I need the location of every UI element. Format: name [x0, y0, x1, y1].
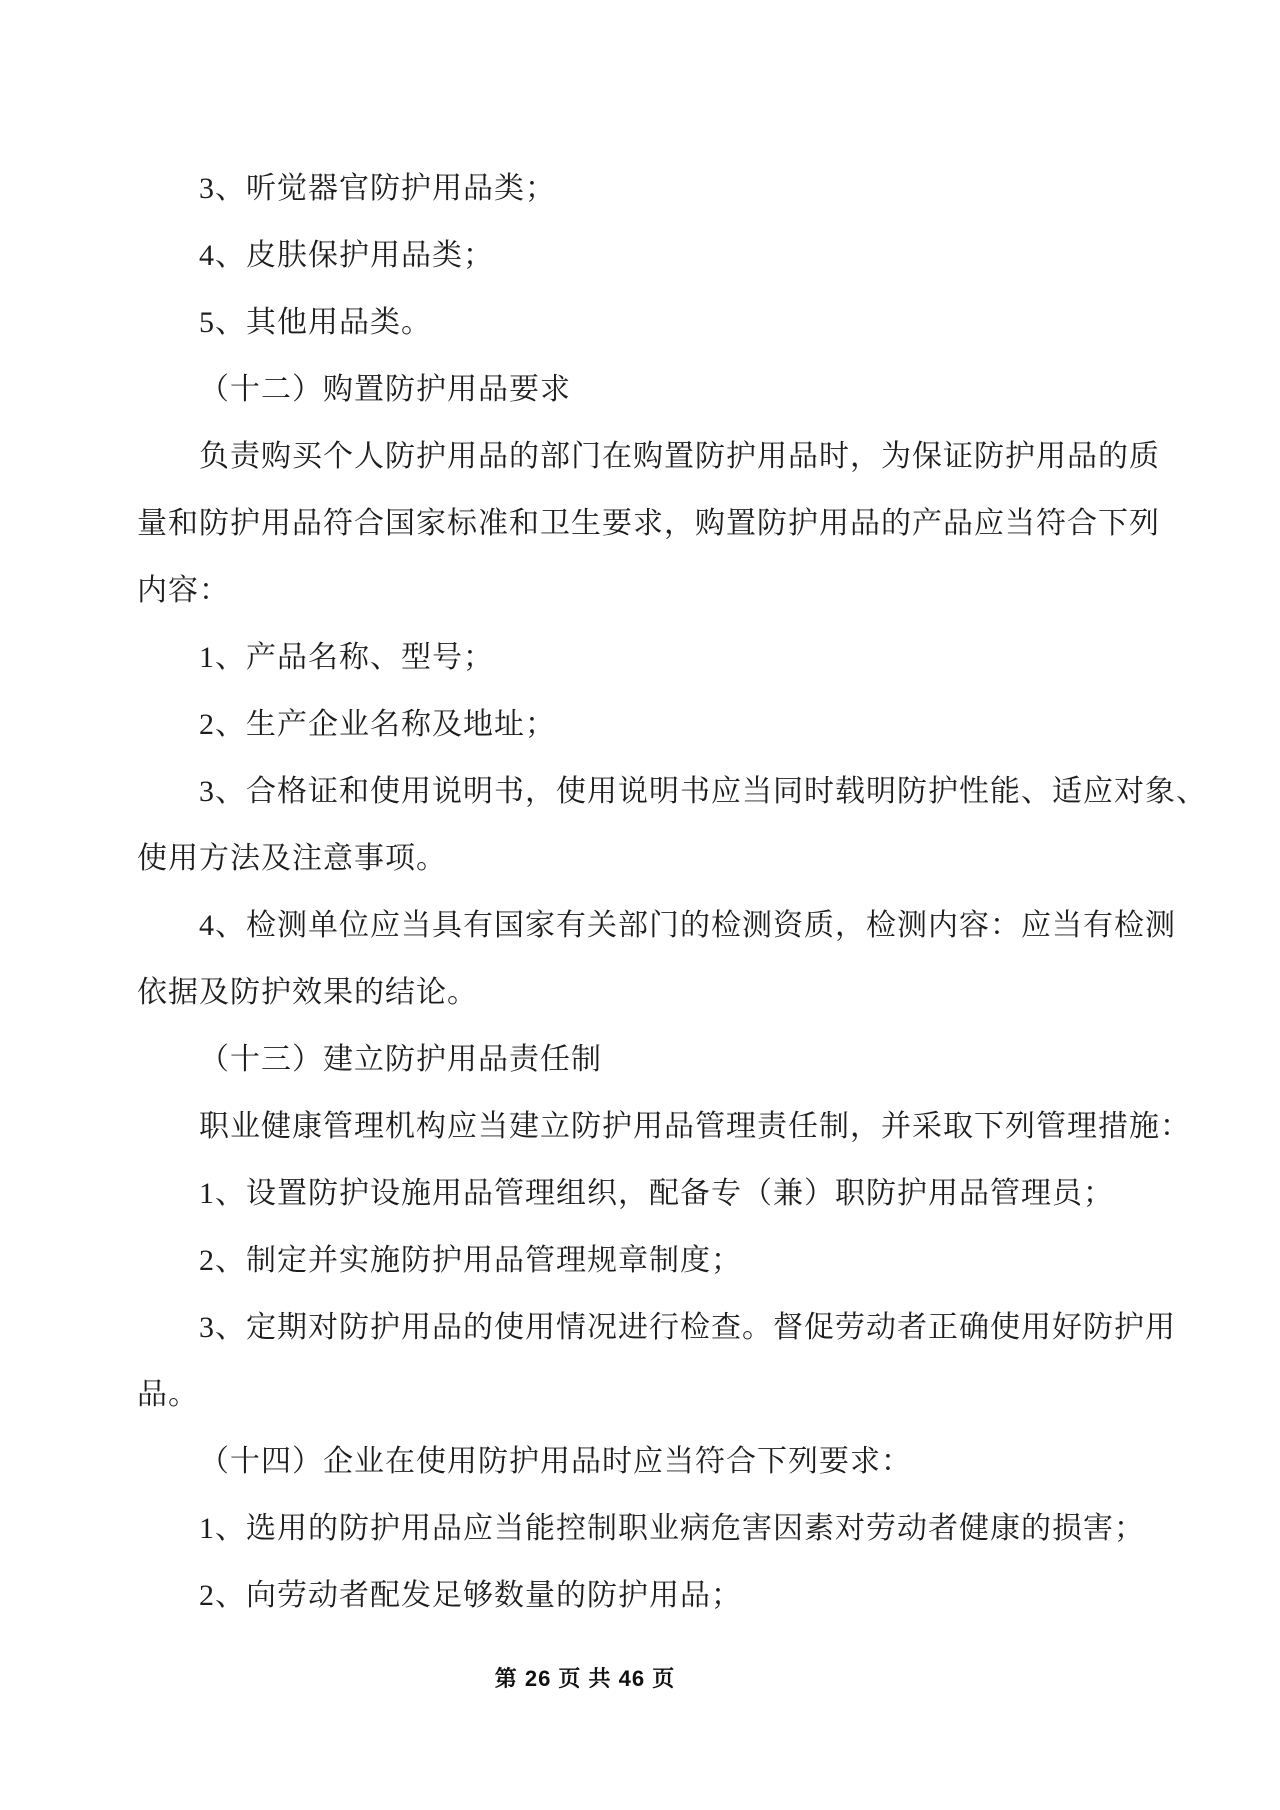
text-line: 1、选用的防护用品应当能控制职业病危害因素对劳动者健康的损害； — [199, 1512, 1145, 1545]
text-line: 品。 — [137, 1378, 199, 1411]
text-line: 3、听觉器官防护用品类； — [199, 172, 556, 205]
text-line: 依据及防护效果的结论。 — [137, 976, 478, 1009]
page-number-label: 第 26 页 共 46 页 — [494, 1666, 676, 1691]
text-line: 2、制定并实施防护用品管理规章制度； — [199, 1244, 742, 1277]
text-line: 3、合格证和使用说明书，使用说明书应当同时载明防护性能、适应对象、 — [199, 775, 1207, 808]
text-line: 内容： — [137, 574, 230, 607]
text-line: 负责购买个人防护用品的部门在购置防护用品时，为保证防护用品的质 — [199, 440, 1160, 473]
text-line: 4、皮肤保护用品类； — [199, 239, 494, 272]
text-line: 1、设置防护设施用品管理组织，配备专（兼）职防护用品管理员； — [199, 1177, 1114, 1210]
text-line: 4、检测单位应当具有国家有关部门的检测资质，检测内容：应当有检测 — [199, 909, 1176, 942]
text-line: 使用方法及注意事项。 — [137, 842, 447, 875]
text-line: 职业健康管理机构应当建立防护用品管理责任制，并采取下列管理措施： — [199, 1110, 1191, 1143]
text-line: 2、生产企业名称及地址； — [199, 708, 556, 741]
text-line: 3、定期对防护用品的使用情况进行检查。督促劳动者正确使用好防护用 — [199, 1311, 1176, 1344]
text-line: 量和防护用品符合国家标准和卫生要求，购置防护用品的产品应当符合下列 — [137, 507, 1160, 540]
text-line: 5、其他用品类。 — [199, 306, 432, 339]
text-line: 2、向劳动者配发足够数量的防护用品； — [199, 1579, 742, 1612]
section-heading: （十三）建立防护用品责任制 — [199, 1043, 602, 1076]
document-body — [137, 155, 1207, 1629]
section-heading: （十二）购置防护用品要求 — [199, 373, 571, 406]
section-heading: （十四）企业在使用防护用品时应当符合下列要求： — [199, 1445, 912, 1478]
page-footer — [0, 1662, 1170, 1693]
text-line: 1、产品名称、型号； — [199, 641, 494, 674]
